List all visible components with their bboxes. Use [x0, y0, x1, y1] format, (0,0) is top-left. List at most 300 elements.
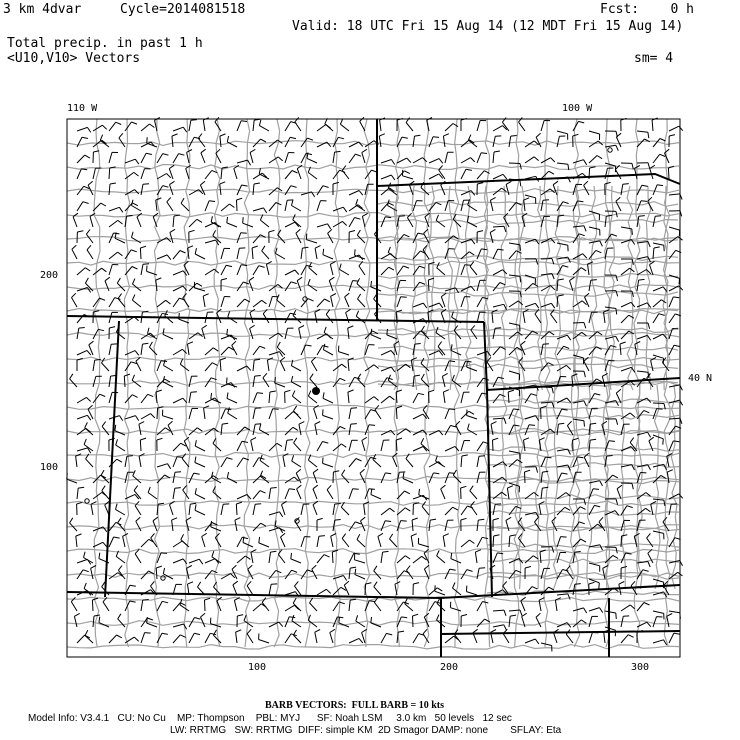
wind-barb-flag	[163, 568, 164, 574]
wind-barb-flag	[418, 393, 424, 394]
wind-barb-flag	[398, 631, 404, 632]
wind-barb-shaft	[124, 376, 125, 387]
wind-barb-flag	[403, 266, 409, 268]
wind-barb-shaft	[251, 440, 253, 451]
wind-barb-shaft	[349, 191, 359, 196]
wind-barb-flag	[441, 293, 446, 296]
wind-barb-shaft	[93, 329, 98, 339]
wind-barb-shaft	[157, 300, 166, 307]
wind-barb-shaft	[102, 363, 110, 371]
wind-barb-flag	[127, 456, 133, 457]
wind-barb-flag	[289, 489, 295, 490]
wind-barb-shaft	[285, 270, 295, 275]
wind-barb-flag	[356, 199, 358, 205]
wind-barb-shaft	[669, 314, 675, 323]
wind-barb-shaft	[102, 491, 109, 499]
wind-barb-shaft	[443, 136, 445, 147]
wind-barb-shaft	[285, 282, 291, 291]
wind-barb-flag	[76, 534, 82, 536]
wind-barb-shaft	[492, 312, 493, 323]
wind-barb-shaft	[220, 136, 221, 147]
wind-barb-flag	[201, 613, 206, 617]
wind-barb-flag	[552, 388, 553, 394]
wind-barb-shaft	[295, 586, 302, 595]
wind-barb-flag	[227, 472, 228, 478]
wind-barb-shaft	[253, 235, 260, 243]
wind-barb-shaft	[653, 216, 655, 227]
wind-barb-shaft	[77, 350, 87, 355]
wind-barb-shaft	[637, 131, 648, 132]
wind-barb-shaft	[422, 506, 429, 515]
wind-barb-flag	[411, 534, 417, 536]
wind-barb-flag	[188, 342, 194, 344]
wind-barb-shaft	[406, 123, 413, 132]
wind-barb-flag	[354, 377, 360, 379]
wind-barb-shaft	[470, 266, 477, 275]
wind-barb-flag	[131, 250, 137, 252]
wind-barb-flag	[85, 630, 88, 635]
wind-barb-shaft	[541, 259, 552, 260]
wind-barb-shaft	[262, 602, 269, 611]
wind-barb-shaft	[327, 490, 333, 499]
wind-barb-shaft	[132, 300, 141, 307]
lat-label-40n: 40 N	[688, 373, 713, 384]
wind-barb-flag	[151, 414, 155, 418]
wind-barb-shaft	[652, 120, 653, 131]
wind-barb-shaft	[615, 170, 621, 180]
wind-barb-shaft	[506, 184, 509, 195]
wind-barb-shaft	[182, 458, 189, 467]
wind-barb-shaft	[355, 575, 365, 579]
wind-barb-shaft	[461, 441, 464, 452]
wind-barb-shaft	[397, 297, 401, 307]
wind-barb-flag	[331, 294, 336, 297]
wind-barb-flag	[424, 229, 428, 233]
wind-barb-shaft	[285, 200, 287, 211]
wind-barb-shaft	[525, 303, 535, 307]
wind-barb-flag	[648, 132, 649, 138]
wind-barb-flag	[357, 534, 360, 539]
wind-barb-shaft	[357, 540, 365, 548]
wind-barb-flag	[168, 464, 171, 469]
wind-barb-shaft	[72, 298, 78, 308]
wind-barb-flag	[275, 377, 276, 383]
wind-barb-flag	[582, 332, 587, 336]
wind-barb-flag	[233, 581, 238, 585]
wind-barb-flag	[575, 584, 581, 585]
wind-barb-flag	[291, 376, 292, 382]
wind-barb-flag	[358, 374, 361, 379]
wind-barb-flag	[249, 277, 254, 281]
wind-barb-flag	[183, 485, 187, 490]
wind-barb-shaft	[669, 504, 671, 515]
wind-barb-shaft	[493, 610, 504, 611]
wind-barb-shaft	[237, 556, 245, 563]
wind-barb-flag	[616, 401, 619, 406]
wind-barb-flag	[616, 309, 617, 315]
wind-barb-flag	[471, 158, 475, 162]
wind-barb-shaft	[141, 539, 149, 547]
wind-barb-flag	[260, 491, 266, 494]
wind-barb-shaft	[653, 499, 664, 500]
wind-barb-shaft	[77, 186, 84, 195]
wind-barb-flag	[227, 217, 228, 223]
wind-barb-flag	[406, 118, 410, 123]
wind-barb-shaft	[493, 394, 500, 403]
wind-barb-flag	[649, 437, 654, 441]
wind-barb-shaft	[381, 351, 391, 356]
wind-barb-flag	[423, 303, 427, 308]
wind-barb-flag	[606, 215, 612, 216]
wind-barb-flag	[127, 215, 133, 216]
wind-barb-shaft	[267, 360, 269, 371]
wind-barb-flag	[477, 231, 483, 232]
wind-barb-flag	[565, 507, 570, 510]
wind-barb-shaft	[125, 159, 135, 163]
wind-barb-flag	[584, 323, 586, 329]
wind-barb-shaft	[461, 265, 465, 275]
wind-barb-shaft	[149, 347, 157, 355]
wind-barb-flag	[563, 266, 569, 268]
wind-barb-flag	[94, 615, 100, 616]
wind-barb-flag	[580, 507, 585, 510]
wind-barb-flag	[504, 625, 507, 630]
wind-barb-shaft	[237, 299, 245, 307]
wind-barb-shaft	[237, 282, 243, 291]
wind-barb-flag	[197, 428, 202, 431]
wind-barb-flag	[156, 566, 162, 568]
wind-barb-shaft	[276, 254, 286, 260]
wind-barb-shaft	[406, 459, 413, 467]
wind-barb-flag	[323, 344, 324, 350]
wind-barb-flag	[77, 502, 83, 504]
wind-barb-shaft	[93, 376, 96, 387]
wind-barb-flag	[521, 341, 526, 345]
wind-barb-flag	[423, 629, 427, 634]
wind-barb-flag	[520, 245, 521, 251]
wind-barb-shaft	[189, 559, 199, 563]
wind-barb-shaft	[445, 426, 451, 436]
wind-barb-shaft	[228, 413, 237, 419]
wind-barb-flag	[616, 389, 621, 393]
wind-barb-shaft	[539, 504, 541, 515]
wind-barb-flag	[133, 279, 135, 284]
wind-barb-flag	[674, 633, 680, 634]
wind-barb-flag	[581, 539, 586, 542]
wind-barb-shaft	[205, 428, 214, 435]
wind-barb-shaft	[312, 569, 317, 579]
wind-barb-flag	[469, 411, 474, 414]
wind-barb-flag	[389, 267, 394, 270]
wind-barb-flag	[292, 615, 294, 621]
wind-barb-flag	[493, 518, 499, 520]
wind-barb-flag	[590, 423, 596, 424]
wind-barb-flag	[549, 587, 554, 590]
wind-barb-flag	[72, 245, 76, 249]
wind-barb-shaft	[348, 360, 349, 371]
wind-barb-flag	[70, 518, 73, 523]
wind-barb-shaft	[141, 169, 145, 179]
wind-barb-flag	[199, 559, 203, 564]
wind-barb-flag	[616, 145, 618, 150]
wind-barb-shaft	[493, 174, 503, 179]
wind-barb-shaft	[325, 124, 333, 131]
wind-barb-shaft	[278, 554, 285, 563]
wind-barb-flag	[172, 518, 178, 520]
wind-barb-flag	[197, 219, 202, 222]
wind-barb-shaft	[141, 633, 145, 643]
wind-barb-flag	[212, 363, 217, 366]
wind-barb-shaft	[103, 602, 109, 611]
wind-barb-flag	[194, 633, 200, 634]
smoothing-label: sm= 4	[634, 51, 674, 66]
wind-barb-flag	[119, 207, 122, 212]
wind-barb-shaft	[317, 589, 326, 595]
wind-barb-flag	[343, 207, 347, 212]
wind-barb-flag	[443, 134, 449, 136]
wind-barb-shaft	[412, 520, 413, 531]
wind-barb-shaft	[381, 267, 389, 275]
wind-barb-flag	[291, 282, 297, 284]
wind-barb-shaft	[668, 168, 669, 179]
wind-barb-shaft	[234, 169, 237, 180]
wind-barb-flag	[242, 185, 248, 186]
wind-barb-shaft	[93, 360, 95, 371]
wind-barb-flag	[385, 473, 391, 474]
wind-barb-flag	[600, 608, 603, 613]
wind-barb-shaft	[445, 507, 453, 515]
wind-barb-shaft	[605, 611, 616, 613]
wind-barb-shaft	[339, 352, 350, 355]
wind-barb-flag	[522, 613, 527, 616]
wind-barb-shaft	[509, 251, 516, 259]
wind-barb-flag	[342, 470, 345, 475]
lon-label-100w: 100 W	[562, 103, 593, 114]
wind-barb-shaft	[259, 543, 269, 547]
wind-barb-flag	[281, 533, 286, 537]
wind-barb-flag	[180, 359, 182, 365]
wind-barb-flag	[430, 519, 436, 520]
wind-barb-shaft	[311, 362, 317, 372]
wind-barb-shaft	[541, 643, 552, 646]
y-tick-100: 100	[40, 462, 59, 473]
wind-barb-shaft	[509, 409, 513, 419]
wind-barb-shaft	[365, 457, 370, 467]
wind-barb-shaft	[227, 223, 237, 227]
wind-barb-shaft	[437, 268, 445, 275]
wind-barb-flag	[561, 537, 567, 538]
wind-barb-shaft	[373, 460, 381, 468]
wind-barb-flag	[351, 424, 357, 425]
wind-barb-shaft	[141, 344, 143, 355]
county-line	[378, 220, 678, 225]
wind-barb-flag	[673, 441, 679, 442]
wind-barb-flag	[648, 323, 650, 329]
county-line	[67, 501, 679, 506]
wind-barb-shaft	[365, 584, 366, 595]
wind-barb-shaft	[506, 520, 509, 531]
wind-barb-flag	[630, 413, 635, 417]
wind-barb-shaft	[333, 207, 343, 211]
wind-barb-shaft	[195, 463, 205, 468]
wind-barb-shaft	[451, 559, 461, 563]
wind-barb-shaft	[156, 568, 157, 579]
wind-barb-flag	[257, 393, 263, 394]
wind-barb-flag	[421, 326, 424, 331]
wind-barb-flag	[290, 137, 296, 138]
wind-barb-shaft	[443, 392, 445, 403]
wind-barb-flag	[605, 182, 611, 184]
wind-barb-shaft	[86, 234, 93, 243]
wind-barb-flag	[279, 622, 283, 627]
wind-barb-shaft	[141, 264, 143, 275]
wind-barb-shaft	[205, 378, 211, 387]
wind-barb-shaft	[436, 461, 445, 467]
wind-barb-flag	[439, 303, 443, 308]
wind-barb-shaft	[541, 121, 544, 132]
wind-barb-shaft	[669, 345, 674, 355]
wind-barb-flag	[161, 361, 167, 362]
wind-barb-shaft	[237, 200, 238, 211]
wind-barb-shaft	[188, 344, 190, 355]
wind-barb-shaft	[441, 297, 445, 307]
wind-barb-shaft	[524, 200, 525, 211]
wind-barb-flag	[290, 313, 296, 314]
wind-barb-flag	[95, 360, 101, 361]
wind-barb-shaft	[189, 283, 197, 291]
wind-barb-shaft	[135, 554, 141, 563]
wind-barb-flag	[490, 197, 495, 200]
wind-barb-shaft	[451, 350, 461, 355]
wind-barb-flag	[539, 438, 544, 441]
wind-barb-shaft	[637, 603, 644, 612]
wind-barb-shaft	[554, 633, 558, 643]
wind-barb-shaft	[445, 520, 448, 531]
wind-barb-flag	[648, 242, 650, 248]
wind-barb-shaft	[477, 472, 480, 483]
wind-barb-flag	[143, 343, 149, 344]
wind-barb-shaft	[374, 602, 381, 611]
wind-barb-flag	[102, 268, 107, 272]
wind-barb-shaft	[317, 224, 328, 227]
wind-barb-flag	[437, 615, 440, 620]
wind-barb-flag	[524, 438, 530, 440]
wind-barb-shaft	[573, 323, 584, 324]
wind-barb-shaft	[381, 473, 385, 483]
wind-barb-flag	[117, 278, 120, 283]
wind-barb-flag	[170, 181, 175, 184]
wind-barb-shaft	[253, 184, 254, 195]
wind-barb-shaft	[653, 531, 664, 533]
wind-barb-shaft	[621, 315, 629, 323]
wind-barb-flag	[297, 485, 302, 489]
wind-barb-flag	[140, 438, 146, 440]
wind-barb-shaft	[585, 297, 590, 307]
wind-barb-flag	[465, 265, 471, 266]
wind-barb-flag	[262, 246, 265, 251]
wind-barb-shaft	[621, 331, 629, 339]
wind-barb-shaft	[331, 536, 333, 547]
wind-barb-flag	[202, 325, 207, 328]
wind-barb-flag	[421, 374, 424, 379]
wind-barb-shaft	[234, 600, 237, 611]
wind-barb-shaft	[541, 200, 543, 211]
wind-barb-shaft	[221, 458, 227, 467]
wind-barb-flag	[195, 488, 196, 494]
wind-barb-shaft	[557, 424, 558, 435]
wind-barb-shaft	[467, 367, 477, 371]
wind-barb-flag	[139, 422, 144, 425]
wind-barb-flag	[293, 630, 296, 635]
wind-barb-flag	[86, 397, 90, 401]
wind-barb-shaft	[157, 361, 161, 371]
wind-barb-flag	[182, 454, 186, 459]
wind-barb-shaft	[205, 269, 214, 275]
wind-barb-shaft	[205, 363, 212, 371]
wind-barb-flag	[296, 229, 300, 233]
wind-barb-shaft	[299, 424, 301, 435]
wind-barb-shaft	[173, 398, 183, 403]
wind-barb-flag	[116, 439, 118, 445]
wind-barb-flag	[648, 163, 650, 169]
wind-barb-flag	[551, 158, 555, 162]
wind-barb-flag	[468, 135, 471, 141]
wind-barb-flag	[371, 617, 372, 623]
wind-barb-flag	[632, 483, 633, 489]
wind-barb-shaft	[467, 416, 477, 420]
wind-barb-shaft	[653, 314, 659, 323]
wind-barb-shaft	[285, 153, 288, 164]
wind-barb-flag	[660, 154, 666, 156]
wind-barb-shaft	[541, 387, 552, 388]
wind-barb-flag	[401, 521, 407, 522]
wind-barb-flag	[494, 535, 500, 536]
wind-barb-flag	[156, 278, 162, 280]
wind-barb-flag	[248, 565, 252, 569]
wind-barb-shaft	[493, 270, 503, 275]
wind-barb-shaft	[205, 348, 213, 355]
wind-barb-flag	[237, 198, 243, 200]
wind-barb-flag	[563, 202, 569, 204]
wind-barb-shaft	[461, 411, 469, 419]
wind-barb-flag	[195, 618, 201, 620]
wind-barb-flag	[551, 303, 554, 308]
wind-barb-flag	[593, 489, 599, 490]
wind-barb-shaft	[405, 604, 413, 611]
wind-barb-flag	[175, 488, 181, 489]
wind-barb-flag	[667, 614, 672, 617]
wind-barb-shaft	[109, 168, 110, 179]
wind-barb-shaft	[503, 634, 509, 643]
wind-barb-flag	[356, 615, 358, 621]
wind-barb-shaft	[471, 506, 477, 515]
wind-barb-flag	[567, 398, 571, 403]
wind-barb-shaft	[573, 419, 584, 421]
wind-barb-flag	[226, 265, 232, 266]
wind-barb-flag	[264, 208, 267, 213]
lon-label-110w: 110 W	[67, 103, 98, 114]
wind-barb-shaft	[381, 521, 385, 531]
wind-barb-shaft	[139, 456, 141, 467]
wind-barb-flag	[151, 581, 155, 586]
wind-barb-shaft	[173, 457, 177, 467]
wind-barb-shaft	[349, 154, 355, 163]
wind-barb-flag	[349, 231, 355, 233]
wind-barb-shaft	[269, 409, 273, 419]
wind-barb-shaft	[589, 227, 600, 230]
wind-barb-shaft	[205, 201, 209, 211]
wind-barb-shaft	[141, 184, 143, 195]
